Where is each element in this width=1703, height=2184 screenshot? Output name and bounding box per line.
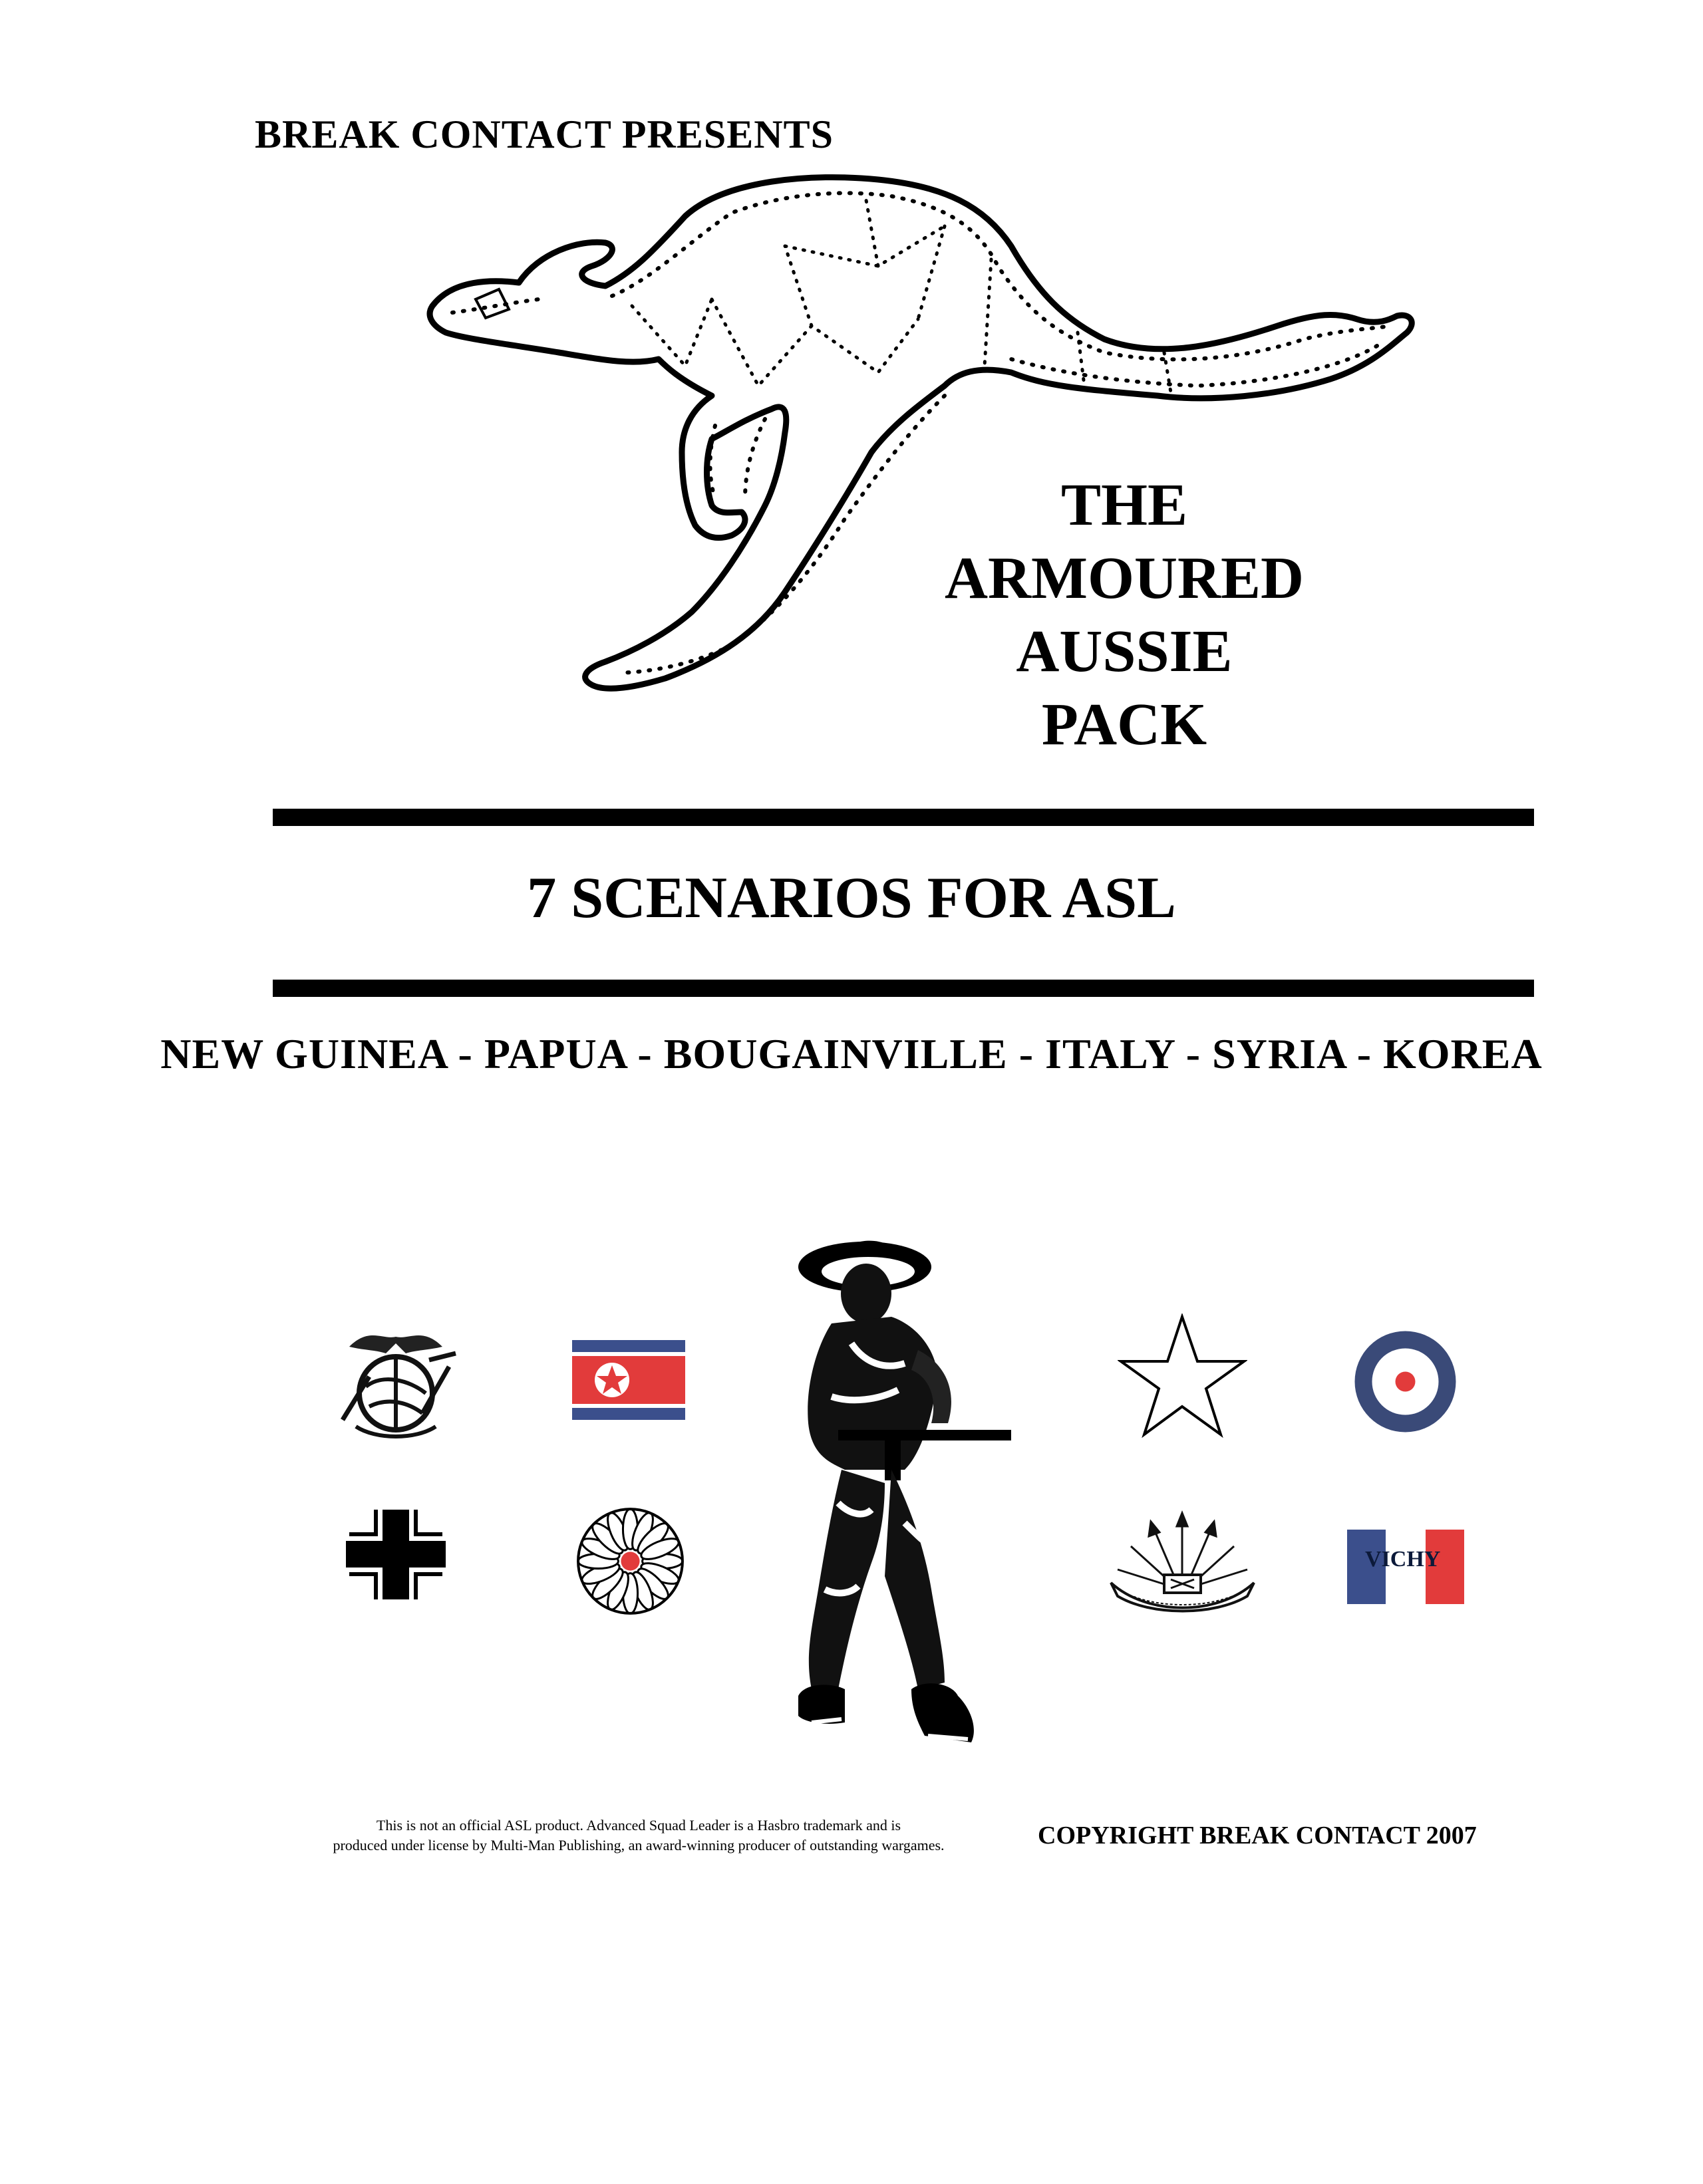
usmc-emblem-icon (329, 1313, 462, 1446)
theatres-list: NEW GUINEA - PAPUA - BOUGAINVILLE - ITALY - SYRIA - KOREA (160, 1030, 1543, 1077)
disclaimer-line-1: This is not an official ASL product. Advanced Squad Leader is a Hasbro trademark and is (376, 1817, 901, 1834)
north-korea-flag-icon (572, 1340, 685, 1420)
australian-soldier-figure (792, 1230, 1018, 1749)
divider-top (273, 809, 1534, 826)
subtitle: 7 SCENARIOS FOR ASL (527, 866, 1176, 930)
raf-roundel-icon (1354, 1330, 1457, 1433)
copyright-notice: COPYRIGHT BREAK CONTACT 2007 (1038, 1822, 1477, 1849)
title-line-3: AUSSIE (1016, 618, 1233, 684)
vichy-label: VICHY (1365, 1547, 1441, 1571)
australian-rising-sun-badge-icon (1108, 1510, 1257, 1616)
german-cross-icon (343, 1506, 449, 1603)
presents-heading: BREAK CONTACT PRESENTS (255, 112, 834, 156)
japanese-chrysanthemum-icon (569, 1500, 692, 1623)
title-line-1: THE (1060, 472, 1188, 538)
title-line-2: ARMOURED (945, 545, 1304, 611)
disclaimer-line-2: produced under license by Multi-Man Publishing, an award-winning producer of outstanding wargames. (333, 1837, 945, 1853)
title-block (925, 469, 1324, 761)
divider-bottom (273, 980, 1534, 997)
star-icon (1118, 1313, 1247, 1440)
disclaimer (266, 1816, 1011, 1855)
title-line-4: PACK (1041, 692, 1207, 757)
